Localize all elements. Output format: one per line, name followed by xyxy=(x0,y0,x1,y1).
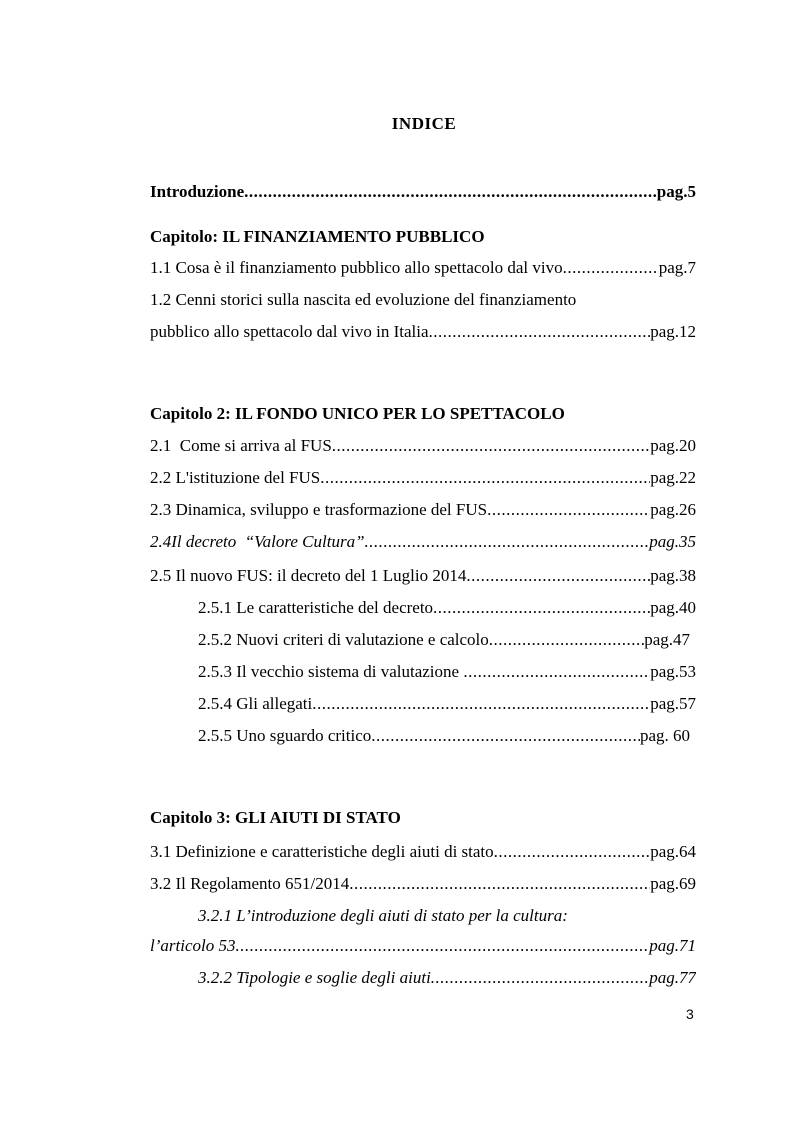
toc-label: 2.4Il decreto “Valore Cultura” xyxy=(150,532,365,551)
leader-dots xyxy=(431,968,649,988)
toc-label: 2.5.4 Gli allegati xyxy=(198,694,313,713)
toc-entry-2-3[interactable] xyxy=(150,500,696,524)
toc-label: l’articolo 53 xyxy=(150,936,236,955)
toc-entry-3-2[interactable] xyxy=(150,874,696,898)
toc-page: pag.38 xyxy=(650,566,696,585)
leader-dots xyxy=(332,436,650,456)
leader-dots xyxy=(429,322,651,342)
index-title: INDICE xyxy=(391,114,457,133)
toc-entry-2-5-3[interactable] xyxy=(198,662,696,686)
chapter-3-heading: Capitolo 3: GLI AIUTI DI STATO xyxy=(150,808,401,827)
toc-page: pag.71 xyxy=(649,936,696,955)
toc-label: 3.2 Il Regolamento 651/2014 xyxy=(150,874,350,893)
toc-page: pag.57 xyxy=(650,694,696,713)
toc-entry-1-2[interactable] xyxy=(150,322,696,346)
toc-entry-2-4[interactable] xyxy=(150,532,696,556)
leader-dots xyxy=(433,598,650,618)
toc-entry-3-2-1[interactable] xyxy=(150,936,696,960)
toc-label: 2.5.5 Uno sguardo critico xyxy=(198,726,372,745)
toc-entry-2-5-4[interactable] xyxy=(198,694,696,718)
toc-page: pag.40 xyxy=(650,598,696,617)
toc-entry-1-2-line1[interactable]: 1.2 Cenni storici sulla nascita ed evoluzione del finanziamento xyxy=(150,290,577,309)
leader-dots xyxy=(489,630,644,650)
leader-dots xyxy=(494,842,651,862)
toc-label: 2.5 Il nuovo FUS: il decreto del 1 Luglio 2014 xyxy=(150,566,467,585)
leader-dots xyxy=(235,936,649,956)
leader-dots xyxy=(371,726,640,746)
leader-dots xyxy=(244,182,657,202)
toc-label: 2.1 Come si arriva al FUS xyxy=(150,436,332,455)
toc-page: pag.12 xyxy=(650,322,696,341)
toc-label: 2.5.1 Le caratteristiche del decreto xyxy=(198,598,434,617)
toc-entry-2-5[interactable] xyxy=(150,566,696,590)
toc-page: pag.5 xyxy=(656,182,696,201)
leader-dots xyxy=(365,532,650,552)
page-number: 3 xyxy=(686,1006,694,1022)
toc-label: 2.5.2 Nuovi criteri di valutazione e calcolo xyxy=(198,630,489,649)
leader-dots xyxy=(320,468,650,488)
toc-entry-3-1[interactable] xyxy=(150,842,696,866)
toc-page: pag. 60 xyxy=(639,726,690,745)
leader-dots xyxy=(349,874,650,894)
toc-entry-3-2-1-line1[interactable]: 3.2.1 L’introduzione degli aiuti di stato per la cultura: xyxy=(198,906,568,925)
toc-label: 2.2 L'istituzione del FUS xyxy=(150,468,321,487)
toc-label: 2.5.3 Il vecchio sistema di valutazione xyxy=(198,662,464,681)
toc-label: 3.1 Definizione e caratteristiche degli aiuti di stato xyxy=(150,842,494,861)
leader-dots xyxy=(312,694,650,714)
toc-page: pag.35 xyxy=(649,532,696,551)
toc-entry-1-1[interactable] xyxy=(150,258,696,282)
toc-page: pag.26 xyxy=(650,500,696,519)
toc-entry-3-2-2[interactable] xyxy=(198,968,696,992)
toc-entry-2-5-5[interactable] xyxy=(198,726,690,750)
toc-label: Introduzione xyxy=(150,182,245,201)
leader-dots xyxy=(466,566,650,586)
toc-page: pag.7 xyxy=(658,258,696,277)
leader-dots xyxy=(563,258,659,278)
chapter-2-heading: Capitolo 2: IL FONDO UNICO PER LO SPETTACOLO xyxy=(150,404,565,423)
toc-label: 1.1 Cosa è il finanziamento pubblico allo spettacolo dal vivo xyxy=(150,258,563,277)
toc-page: pag.69 xyxy=(650,874,696,893)
toc-page: pag.20 xyxy=(650,436,696,455)
toc-entry-2-1[interactable] xyxy=(150,436,696,460)
toc-label: pubblico allo spettacolo dal vivo in Italia xyxy=(150,322,429,341)
toc-entry-introduction[interactable] xyxy=(150,182,696,206)
toc-entry-2-2[interactable] xyxy=(150,468,696,492)
toc-page: pag.53 xyxy=(650,662,696,681)
toc-page: pag.47 xyxy=(644,630,690,649)
toc-label: 2.3 Dinamica, sviluppo e trasformazione del FUS xyxy=(150,500,488,519)
chapter-1-heading: Capitolo: IL FINANZIAMENTO PUBBLICO xyxy=(150,227,485,246)
toc-entry-2-5-2[interactable] xyxy=(198,630,690,654)
toc-page: pag.77 xyxy=(649,968,696,987)
leader-dots xyxy=(463,662,650,682)
leader-dots xyxy=(487,500,650,520)
toc-page: pag.22 xyxy=(650,468,696,487)
toc-entry-2-5-1[interactable] xyxy=(198,598,696,622)
toc-page: pag.64 xyxy=(650,842,696,861)
toc-label: 3.2.2 Tipologie e soglie degli aiuti xyxy=(198,968,431,987)
